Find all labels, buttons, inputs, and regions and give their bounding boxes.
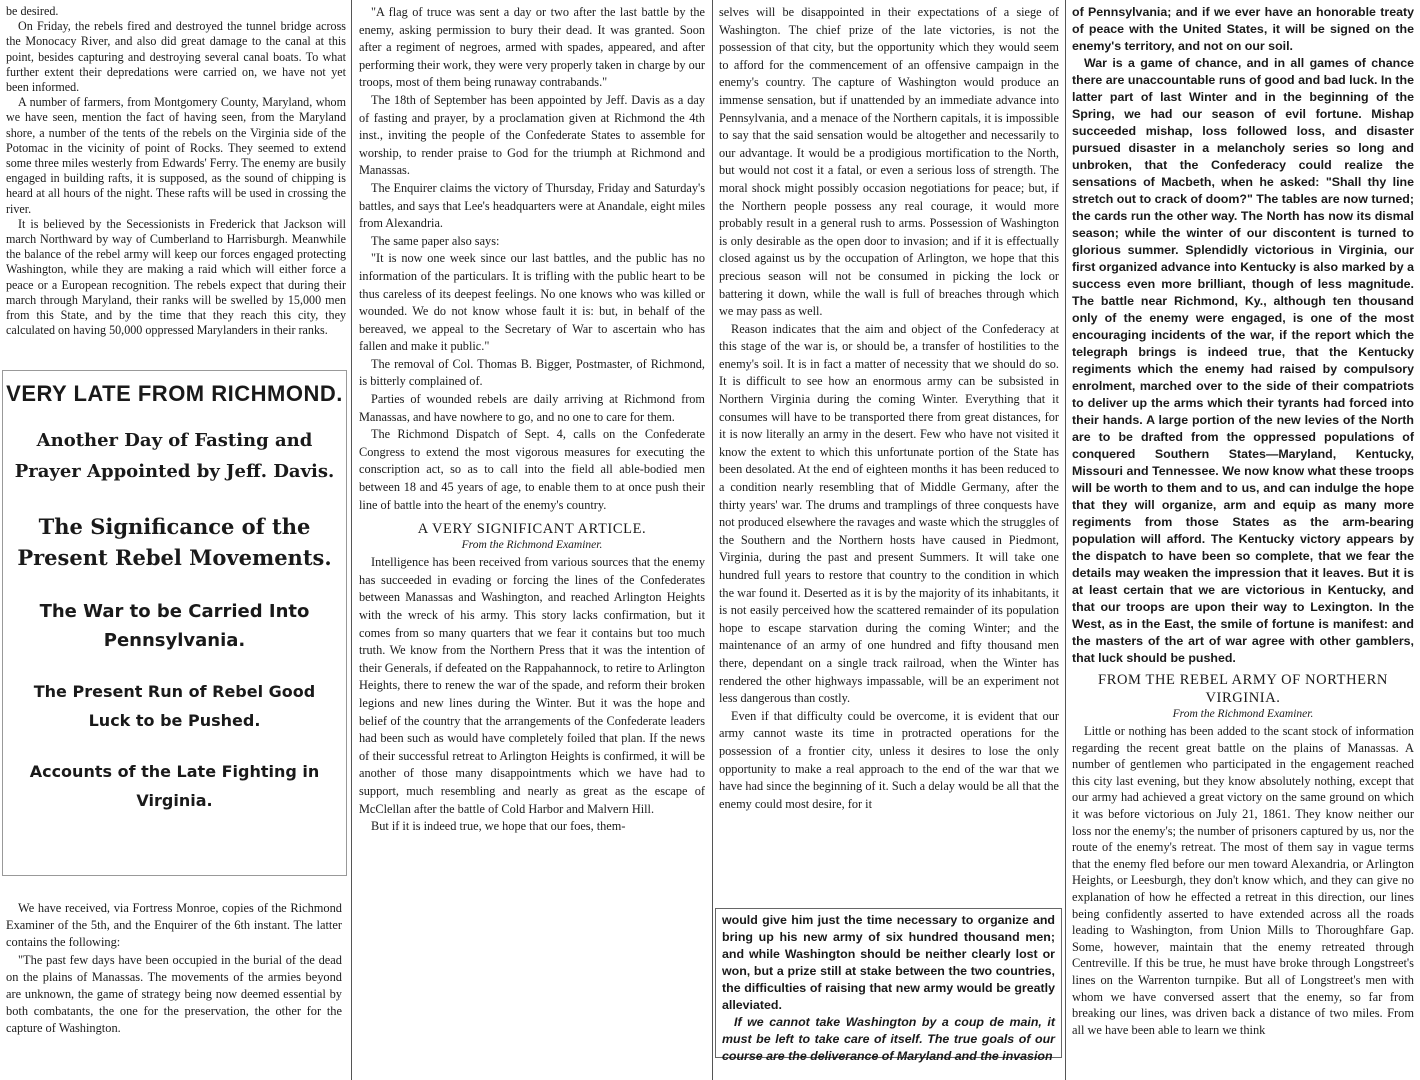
paragraph: The Enquirer claims the victory of Thursday, Friday and Saturday's battles, and says that Lee's headquarters were at Anandale, eight miles from Alexandria. bbox=[359, 180, 705, 231]
paragraph: The same paper also says: bbox=[371, 233, 500, 248]
paragraph: A number of farmers, from Montgomery County, Maryland, whom we have seen, mention the fact of having seen, from the Maryland shore, a number of the tents of the rebels on the Virginia side of the Potomac in the vicinity of point of Rocks. They seemed to extend some three miles westerly from Edwards' Ferry. The enemy are busily engaged in building rafts, it is supposed, as the sound of chipping is heard at all hours of the night. These rafts will be used in crossing the river. bbox=[6, 95, 346, 216]
column-1 bbox=[0, 0, 350, 1080]
paragraph: War is a game of chance, and in all games of chance there are unaccountable runs of good and bad luck. In the latter part of last Winter and in the beginning of the Spring, we had our season of evil fortune. Mishap succeeded mishap, loss followed loss, and disaster pursued disaster in a melancholy series so long and unbroken, that the Confederacy could realize the sensations of Macbeth, when he asked: "Shall thy line stretch out to crack of doom?" The tables are now turned; the cards run the other way. The North has now its dismal season; while the winter of our discontent is turned to glorious summer. Splendidly victorious in Virginia, our first organized advance into Kentucky is also marked by a success even more brilliant, though of less magnitude. The battle near Richmond, Ky., although ten thousand only of the enemy were engaged, is one of the most encouraging incidents of the war, if the report which the telegraph brings is indeed true, that the Kentucky regiments which the enemy had raised by compulsory enrolment, marched over to the side of their compatriots to deliver up the arms which their tyrants had forced into their hands. A large portion of the new levies of the North are to be drafted from the oppressed populations of conquered Southern States—Maryland, Kentucky, Missouri and Tennessee. We now know what these troops will be worth to them and to us, and can indulge the hope that they will organize, arm and equip as many more regiments from those States as the arm-bearing population will afford. The Kentucky victory appears by the dispatch to have been so complete, that we fear the details may weaken the impression that it leaves. But it is at least certain that we are victorious in Kentucky, and that our troops are upon their way to Lexington. In the West, as in the East, the smile of fortune is manifest: and the masters of the art of war agree with other gamblers, that luck should be pushed. bbox=[1072, 56, 1414, 665]
paragraph: would give him just the time necessary to organize and bring up his new army of six hundred thousand men; and while Washington should be neither clearly lost or won, but a prize still at stake between the two countries, the difficulties of raising that new army would be greatly alleviated. bbox=[722, 913, 1055, 1012]
article-title: FROM THE REBEL ARMY OF NORTHERN VIRGINIA. bbox=[1098, 672, 1388, 706]
deck-significance: The Significance of the Present Rebel Movements. bbox=[17, 514, 332, 570]
paragraph: We have received, via Fortress Monroe, copies of the Richmond Examiner of the 5th, and the Enquirer of the 6th instant. The latter contains the following: bbox=[6, 901, 342, 950]
paragraph: On Friday, the rebels fired and destroyed the tunnel bridge across the Monocacy River, and also did great damage to the canal at this point, besides capturing and destroying several canal boats. To what further extent their depredations were carried on, we have not yet been informed. bbox=[6, 19, 346, 95]
paragraph: Intelligence has been received from various sources that the enemy has succeeded in evading or forcing the lines of the Confederates between Manassas and Washington, and reached Arlington Heights with the wreck of his army. This story lacks confirmation, but it comes from so many quarters that we fear it contains but too much truth. We know from the Northern Press that it was the intention of their Generals, if defeated on the Rappahannock, to retire to Arlington Heights, there to renew the war of the spade, and reform their broken legions and new lines during the Winter. But it was the hope and belief of the country that the arrangements of the Confederate leaders had been such as would have completely foiled that plan. If the news of their successful retreat to Arlington Heights is confirmed, it will be another of those many disappointments which we have had to support, much resembling and nearly as great as the escape of McClellan after the battle of Cold Harbor and Malvern Hill. bbox=[359, 555, 705, 816]
paragraph: It is believed by the Secessionists in Frederick that Jackson will march Northward by way of Cumberland to Harrisburgh. Meanwhile the balance of the rebel army will keep our forces engaged protecting Washington, while they are making a raid which will either force a peace or a European recognition. The rebels expect that during their march through Maryland, their ranks will be swelled by 15,000 men from this State, and by the time that they reach this city, they calculated on having 50,000 oppressed Marylanders in their ranks. bbox=[6, 216, 346, 338]
deck-good-luck: The Present Run of Rebel Good Luck to be Pushed. bbox=[33, 682, 316, 730]
paragraph: "It is now one week since our last battles, and the public has no information of the particulars. It is trifling with the public heart to be thus careless of its deepest feelings. No one knows who was killed or wounded. We do not know whose fault it is: but, in behalf of the bereaved, we appeal to the Secretary of War to ascertain who has fallen and make it public." bbox=[359, 251, 705, 354]
paragraph: Parties of wounded rebels are daily arriving at Richmond from Manassas, and have nowhere to go, and no one to care for them. bbox=[359, 392, 705, 424]
paragraph: selves will be disappointed in their expectations of a siege of Washington. The chief prize of the late victories, is not the possession of that city, but the opportunity which they would seem to afford for the commencement of an offensive campaign in the enemy's country. The capture of Washington would produce an immense sensation, but if unattended by an immediate advance into Pennsylvania, and a menace of the Northern capitals, it is impossible to say that the said sensation would be altogether and necessarily to our advantage. It would be a prodigious mortification to the North, but would not cost it a fatal, or even a serious loss of strength. The moral shock might possibly occasion negotiations for peace; but, if the Northern people possess any real courage, it would more probably result in a general rush to arms. Possession of Washington is only desirable as the open door to invasion; and if it is effectually closed against us by the occupation of Arlington, we hope that this precious season will not be consumed in picking the lock or battering it down, while the wall is full of breaches through which we may pass as well. bbox=[719, 5, 1059, 319]
paragraph: Little or nothing has been added to the scant stock of information regarding the recent great battle on the plains of Manassas. A number of gentlemen who participated in the engagement reached this city last evening, but they know absolutely nothing, except that our army had achieved a great victory on the same ground on which it was before victorious on July 21, 1861. They know neither our loss nor the enemy's; the number of prisoners captured by us, nor the route of the enemy's retreat. The most of them say in vague terms that the enemy fled before our men toward Alexandria, or Arlington Heights, or Leesburgh, they don't know which, and they can give no explanation of how he effected a retreat in this direction, our lines being confidently asserted to have extended across all the roads leading to Washington, from Union Mills to Thoroughfare Gap. Some, however, maintain that the enemy retreated through Centreville. If this be true, he must have broke through Longstreet's lines on the Warrenton turnpike. But all of Longstreet's men with whom we have conversed assert that the enemy, so far from breaking our lines, was driven back a distance of two miles. From all we have been able to learn we think bbox=[1072, 724, 1414, 1037]
paragraph: The Richmond Dispatch of Sept. 4, calls on the Confederate Congress to extend the most vigorous measures for executing the conscription act, so as to call into the field all able-bodied men between 18 and 45 years of age, to enable them to at once push their line of battle into the heart of the enemy's country. bbox=[359, 427, 705, 512]
column-2 bbox=[353, 0, 711, 1080]
paragraph: The removal of Col. Thomas B. Bigger, Postmaster, of Richmond, is bitterly complained of. bbox=[359, 356, 705, 389]
column-divider bbox=[351, 0, 352, 1080]
deck-fasting: Another Day of Fasting and Prayer Appointed by Jeff. Davis. bbox=[14, 430, 335, 482]
main-headline: VERY LATE FROM RICHMOND. bbox=[6, 381, 343, 406]
paragraph: be desired. bbox=[6, 4, 59, 18]
deck-war-pennsylvania: The War to be Carried Into Pennsylvania. bbox=[39, 601, 310, 651]
column-1-top-text bbox=[6, 4, 346, 338]
article-title: A VERY SIGNIFICANT ARTICLE. bbox=[417, 521, 647, 538]
article-source: From the Richmond Examiner. bbox=[461, 539, 603, 552]
paragraph: "The past few days have been occupied in the burial of the dead on the plains of Manassas. The movements of the armies beyond are unknown, the game of strategy being now deemed essential by both combatants, the one for the preservation, the other for the capture of Washington. bbox=[6, 952, 342, 1036]
paragraph: But if it is indeed true, we hope that our foes, them- bbox=[371, 819, 626, 834]
paragraph: of Pennsylvania; and if we ever have an honorable treaty of peace with the United States, it will be signed on the enemy's territory, and not on our soil. bbox=[1072, 5, 1414, 53]
paragraph: Reason indicates that the aim and object of the Confederacy at this stage of the war is, or should be, a transfer of hostilities to the enemy's soil. It is in fact a matter of necessity that we should do so. It is difficult to see how an enormous army can be subsisted in Northern Virginia during the coming Winter. Everything that it consumes will have to be transported there from great distances, for it is now literally an army in the desert. Few who have not visited it know the extent to which this unfortunate portion of the State has been desolated. At the end of eighteen months it has been reduced to a condition nearly resembling that of Middle Germany, after the thirty years' war. The drums and tramplings of three conquests have not produced elsewhere the ravages and waste which the struggles of the Southern and the Northern hosts have caused in Piedmont, Virginia, during the past and present Summers. It will take one hundred full years to restore that country to the condition in which the war found it. Deserted as it is by the majority of its inhabitants, it is not easily perceived how the scattered remainder of its population hope to escape starvation during the coming Winter; and the maintenance of an army of one hundred and fifty thousand men there, dependant on a single track railroad, when the Winter has rendered the other highways impassable, will be an experiment not less dangerous than costly. bbox=[719, 321, 1059, 706]
article-source: From the Richmond Examiner. bbox=[1172, 708, 1314, 720]
column-4 bbox=[1066, 0, 1420, 1080]
paragraph: The 18th of September has been appointed by Jeff. Davis as a day of fasting and prayer, by a proclamation given at Richmond the 4th inst., inviting the people of the Confederate States to assemble for worship, to render praise to God for the triumph at Richmond and Manassas. bbox=[359, 92, 705, 178]
boxed-passage bbox=[715, 908, 1062, 1063]
paragraph: Even if that difficulty could be overcome, it is evident that our army cannot waste its time in protracted operations for the possession of a frontier city, unless it desires to lose the only opportunity to make a real approach to the end of the war that we have had since the beginning of it. Such a delay would be all that the enemy could most desire, for it bbox=[719, 708, 1059, 811]
headline-clipping bbox=[2, 370, 347, 876]
paragraph: If we cannot take Washington by a coup de main, it must be left to take care of itself. The true goals of our course are the deliverance of Maryland and the invasion bbox=[722, 1015, 1055, 1063]
deck-late-fighting: Accounts of the Late Fighting in Virginia. bbox=[29, 762, 320, 810]
paragraph: "A flag of truce was sent a day or two after the last battle by the enemy, asking permission to bury their dead. It was granted. Soon after a regiment of negroes, armed with spades, appeared, and after performing their work, they were very properly taken in charge by our troops, most of them being runaway contrabands." bbox=[359, 5, 706, 90]
column-1-bottom-text bbox=[6, 900, 342, 1038]
